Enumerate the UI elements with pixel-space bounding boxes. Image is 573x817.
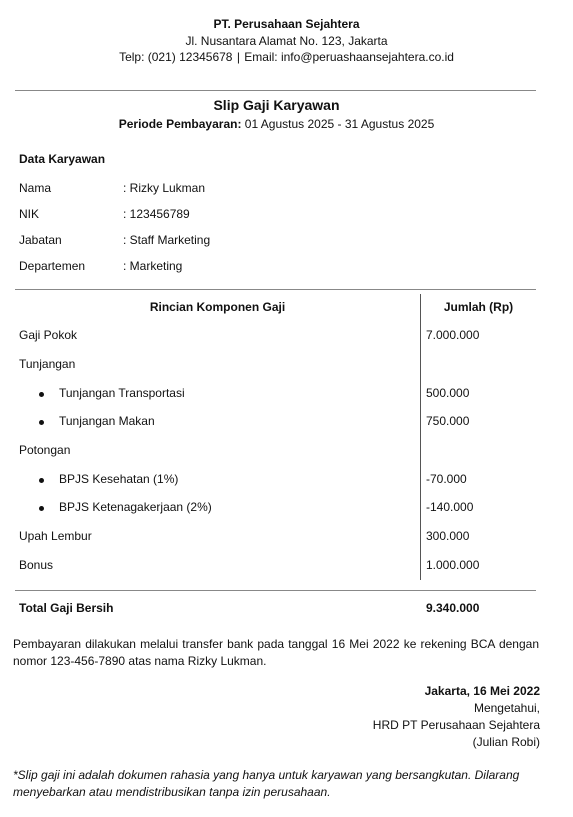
employee-field-value: : Rizky Lukman <box>123 181 206 195</box>
employee-field-label: NIK <box>19 207 40 221</box>
component-amount: -70.000 <box>426 472 467 486</box>
company-address: Jl. Nusantara Alamat No. 123, Jakarta <box>185 34 388 48</box>
component-name: Tunjangan Transportasi <box>59 386 185 400</box>
amount-header: Jumlah (Rp) <box>443 300 514 314</box>
component-name: Bonus <box>19 558 54 572</box>
component-amount: 7.000.000 <box>426 328 480 342</box>
header-divider <box>15 90 536 91</box>
signature-role: HRD PT Perusahaan Sejahtera <box>372 718 540 732</box>
components-header: Rincian Komponen Gaji <box>149 300 286 314</box>
payment-note: Pembayaran dilakukan melalui transfer bank pada tanggal 16 Mei 2022 ke rekening BCA dengan nomor 123-456-7890 atas nama Rizky Lukman. <box>13 637 539 668</box>
employee-section-title: Data Karyawan <box>19 152 106 166</box>
signature-acknowledged: Mengetahui, <box>473 701 540 715</box>
signature-name: (Julian Robi) <box>472 735 540 749</box>
table-row <box>0 558 573 574</box>
employee-field-label: Departemen <box>19 259 86 273</box>
table-row <box>0 357 573 373</box>
component-name: Gaji Pokok <box>19 328 78 342</box>
company-name: PT. Perusahaan Sejahtera <box>213 17 360 31</box>
pay-period-label: Periode Pembayaran: <box>118 117 242 131</box>
slip-title: Slip Gaji Karyawan <box>213 97 340 113</box>
table-row <box>0 386 573 402</box>
employee-field-value: : Staff Marketing <box>123 233 211 247</box>
component-amount: 1.000.000 <box>426 558 480 572</box>
employee-field-value: : 123456789 <box>123 207 190 221</box>
pay-period-value: 01 Agustus 2025 - 31 Agustus 2025 <box>244 117 435 131</box>
component-amount: 750.000 <box>426 414 470 428</box>
company-phone: Telp: (021) 12345678 <box>119 50 233 64</box>
company-email: Email: info@peruashaansejahtera.co.id <box>244 50 454 64</box>
total-divider <box>15 590 536 591</box>
component-name: Upah Lembur <box>19 529 92 543</box>
confidential-footnote: *Slip gaji ini adalah dokumen rahasia yang hanya untuk karyawan yang bersangkutan. Dilarang menyebarkan atau mendistribusikan tanpa izin perusahaan. <box>13 768 520 799</box>
table-row <box>0 529 573 545</box>
table-row <box>0 500 573 516</box>
component-group-name: Potongan <box>19 443 71 457</box>
pay-period <box>0 117 553 131</box>
table-row <box>0 414 573 430</box>
company-contact <box>0 50 573 64</box>
component-name: BPJS Kesehatan (1%) <box>59 472 179 486</box>
bullet-icon <box>39 506 44 511</box>
contact-separator: | <box>236 50 240 64</box>
employee-divider <box>15 289 536 290</box>
component-amount: -140.000 <box>426 500 474 514</box>
employee-field-label: Jabatan <box>19 233 62 247</box>
bullet-icon <box>39 392 44 397</box>
bullet-icon <box>39 478 44 483</box>
signature-block <box>280 683 540 751</box>
component-name: BPJS Ketenagakerjaan (2%) <box>59 500 212 514</box>
table-row <box>0 328 573 344</box>
component-amount: 500.000 <box>426 386 470 400</box>
component-group-name: Tunjangan <box>19 357 76 371</box>
table-row <box>0 443 573 459</box>
total-amount: 9.340.000 <box>426 601 480 615</box>
table-row <box>0 472 573 488</box>
component-name: Tunjangan Makan <box>59 414 155 428</box>
employee-field-value: : Marketing <box>123 259 183 273</box>
employee-field-label: Nama <box>19 181 52 195</box>
component-amount: 300.000 <box>426 529 470 543</box>
bullet-icon <box>39 420 44 425</box>
signature-place-date: Jakarta, 16 Mei 2022 <box>424 684 540 698</box>
total-label: Total Gaji Bersih <box>19 601 114 615</box>
